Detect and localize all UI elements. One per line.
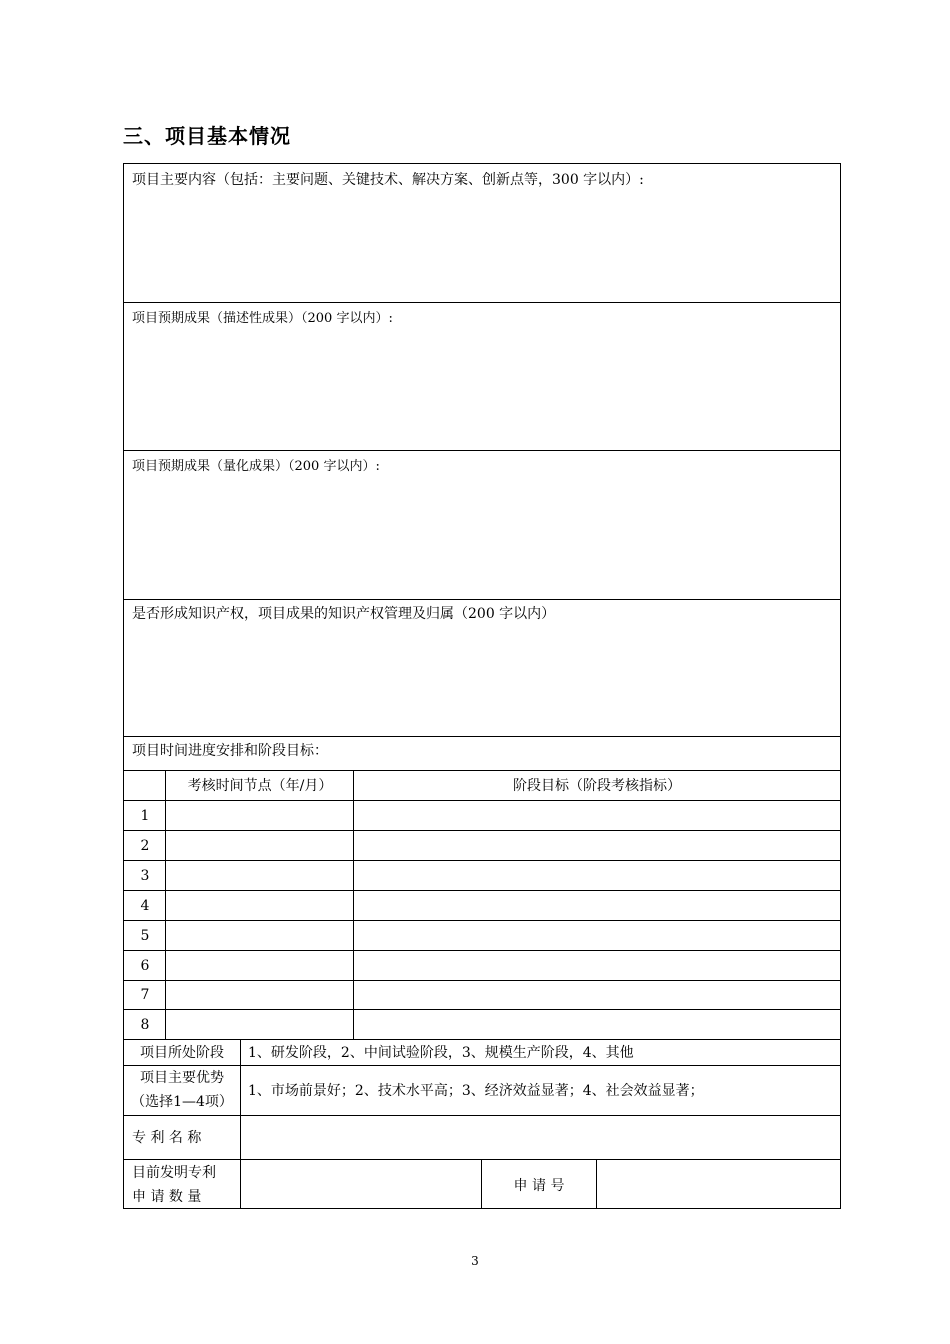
col-header-goal: 阶段目标（阶段考核指标）	[513, 778, 681, 794]
divider	[240, 1039, 241, 1208]
divider	[124, 1039, 840, 1040]
row-number: 6	[140, 958, 150, 974]
divider	[124, 770, 840, 771]
main-content-label: 项目主要内容（包括：主要问题、关键技术、解决方案、创新点等，300 字以内）:	[132, 172, 644, 188]
divider	[124, 736, 840, 737]
patent-count-label: 目前发明专利	[132, 1165, 216, 1181]
stage-options: 1、研发阶段，2、中间试验阶段，3、规模生产阶段，4、其他	[248, 1045, 634, 1061]
application-number-label: 申 请 号	[513, 1178, 565, 1194]
divider	[124, 599, 840, 600]
stage-label: 项目所处阶段	[140, 1045, 224, 1061]
row-number: 1	[140, 808, 150, 824]
divider	[124, 1115, 840, 1116]
advantages-options: 1、市场前景好；2、技术水平高；3、经济效益显著；4、社会效益显著；	[248, 1083, 704, 1099]
advantages-label: 项目主要优势	[140, 1070, 224, 1086]
divider	[165, 770, 166, 1039]
divider	[124, 920, 840, 921]
divider	[124, 830, 840, 831]
col-header-time: 考核时间节点（年/月）	[187, 778, 333, 794]
schedule-title: 项目时间进度安排和阶段目标：	[132, 743, 328, 759]
divider	[124, 450, 840, 451]
divider	[124, 980, 840, 981]
divider	[596, 1159, 597, 1208]
advantages-sublabel: （选择1—4项）	[131, 1094, 233, 1110]
row-number: 3	[140, 868, 150, 884]
divider	[124, 1009, 840, 1010]
divider	[124, 890, 840, 891]
patent-name-label: 专 利 名 称	[132, 1130, 202, 1146]
row-number: 7	[140, 987, 150, 1003]
divider	[124, 1159, 840, 1160]
divider	[124, 800, 840, 801]
page-number: 3	[471, 1254, 479, 1268]
row-number: 8	[140, 1017, 150, 1033]
divider	[124, 860, 840, 861]
divider	[124, 950, 840, 951]
project-basic-info-form	[123, 163, 841, 1209]
divider	[124, 302, 840, 303]
ip-label: 是否形成知识产权，项目成果的知识产权管理及归属（200 字以内）	[132, 606, 556, 622]
row-number: 5	[140, 928, 150, 944]
expected-descriptive-label: 项目预期成果（描述性成果）（200 字以内）:	[132, 311, 393, 326]
divider	[353, 770, 354, 1039]
expected-quantified-label: 项目预期成果（量化成果）（200 字以内）:	[132, 459, 380, 474]
patent-count-sublabel: 申 请 数 量	[132, 1189, 202, 1205]
row-number: 4	[140, 898, 150, 914]
divider	[124, 1065, 840, 1066]
row-number: 2	[140, 838, 150, 854]
divider	[481, 1159, 482, 1208]
section-heading: 三、项目基本情况	[123, 124, 291, 148]
